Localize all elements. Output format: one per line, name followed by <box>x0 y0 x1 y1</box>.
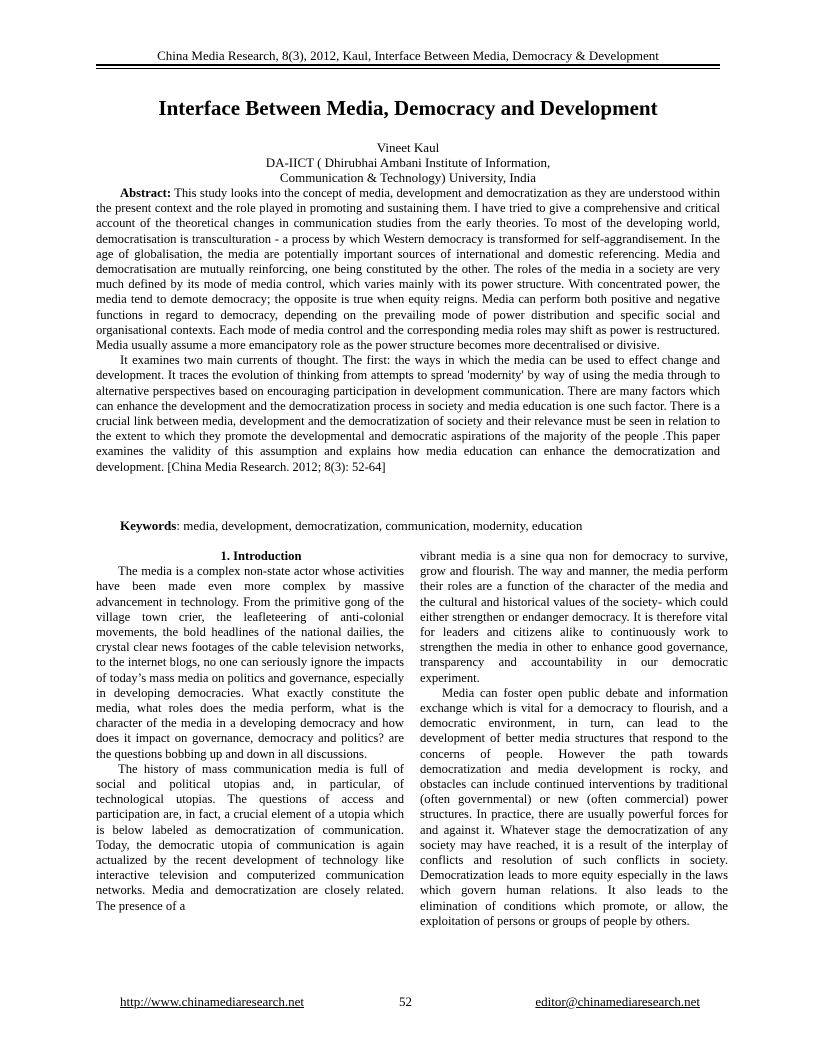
footer-website-link[interactable]: http://www.chinamediaresearch.net <box>120 994 304 1009</box>
body-column-left <box>96 549 404 914</box>
body-column-right <box>420 549 728 929</box>
author-affiliation-line2: Communication & Technology) University, India <box>279 170 537 185</box>
page-number: 52 <box>399 994 412 1009</box>
keywords <box>96 518 720 533</box>
abstract-paragraph-2: It examines two main currents of thought. The first: the ways in which the media can be used to effect change and development. It traces the evolution of thinking from attempts to spread 'modernity' by way of using the media through to alternative perspectives based on encouraging participation in development communication. There are many factors which can enhance the development and the democratization process in society and media education is one such factor. There is a crucial link between media, development and the democratization of society and their relevance must be seen in relation to the extent to which they promote the developmental and democratic aspirations of the majority of the people .This paper examines the validity of this assumption and explains how media education can enhance the democratization and development. [China Media Research. 2012; 8(3): 52-64] <box>96 353 720 474</box>
keywords-label: Keywords <box>120 518 177 533</box>
abstract-label: Abstract: <box>120 186 172 200</box>
running-head: China Media Research, 8(3), 2012, Kaul, Interface Between Media, Democracy & Development <box>157 48 659 63</box>
author-affiliation-line1: DA-IICT ( Dhirubhai Ambani Institute of Information, <box>265 155 551 170</box>
header-rule-thin <box>96 68 720 69</box>
footer-email-link[interactable]: editor@chinamediaresearch.net <box>535 994 700 1009</box>
author-name: Vineet Kaul <box>376 140 440 155</box>
body-paragraph: The history of mass communication media is full of social and political utopias and, in particular, of technological utopias. The questions of access and participation are, in fact, a crucial element of a utopia which is below labeled as democratization of communication. Today, the democratic utopia of communication is again actualized by the recent development of technology like interactive television and computerized communication networks. Media and democratization are closely related. The presence of a <box>96 761 404 913</box>
abstract <box>96 186 720 475</box>
body-paragraph: The media is a complex non-state actor whose activities have been made even more complex by massive advancement in technology. From the primitive gong of the village town crier, the leafleteering of anti-colonial movements, the bold headlines of the national dailies, the crystal clear news footages of the cable television networks, to the internet blogs, no one can seriously ignore the impacts of today’s mass media on politics and governance, especially in developing democracies. What exactly constitute the media, what roles does the media perform, what is the character of the media in a developing democracy and how does it impact on governance, democracy and politics? are the questions bobbing up and down in all discussions. <box>96 564 404 761</box>
body-paragraph: Media can foster open public debate and information exchange which is vital for a democracy to flourish, and a democratic environment, in turn, can lead to the development of better media structures that respond to the concerns of people. However the path towards democratization and media development is rocky, and obstacles can include continued interventions by traditional (often governmental) or new (often commercial) power structures. In practice, there are usually powerful forces for and against it. Whatever stage the democratization of any society may have reached, it is a result of the interplay of conflicts and resolution of such conflicts in society. Democratization leads to more equity especially in the laws which govern human relations. It also leads to the elimination of conditions which promote, or allow, the exploitation of persons or groups of people by others. <box>420 685 728 928</box>
abstract-paragraph-1 <box>96 186 720 353</box>
abstract-text-1: This study looks into the concept of media, development and democratization as they are understood within the present context and the role played in promoting and sustaining them. I have tried to give a comprehensive and critical account of the theoretical changes in communication studies from the early theories. To most of the developing world, democratisation is transculturation - a process by which Western democracy is transformed for self-aggrandisement. In the age of globalisation, the media are potentially important sources of international and domestic referencing. Media and democratisation are mutually reinforcing, one being constituted by the other. The roles of the media in a society are very much defined by its mode of media control, which varies mainly with its power structure. With concentrated power, the media tend to demote democracy; the opposite is true when equity reigns. Media can perform both positive and negative functions in regard to democracy, depending on the prevailing mode of power distribution and specific social and organisational contexts. Each mode of media control and the corresponding media roles may shift as power is restructured. Media usually assume a more emancipatory role as the power structure becomes more decentralised or divisive. <box>96 186 720 353</box>
author-block <box>96 140 720 185</box>
section-heading-introduction: 1. Introduction <box>220 549 302 563</box>
body-paragraph: vibrant media is a sine qua non for democracy to survive, grow and flourish. The way and manner, the media perform their roles are a function of the character of the media and the cultural and historical values of the society- which could either strengthen or endanger democracy. It is therefore vital for leaders and citizens alike to continuously work to strengthen the media in other to enhance good governance, transparency and accountability in our democratic experiment. <box>420 549 728 685</box>
page-footer <box>96 994 720 1010</box>
header-rule-thick <box>96 64 720 66</box>
paper-title: Interface Between Media, Democracy and Development <box>158 96 658 120</box>
keywords-text: : media, development, democratization, communication, modernity, education <box>176 518 583 533</box>
